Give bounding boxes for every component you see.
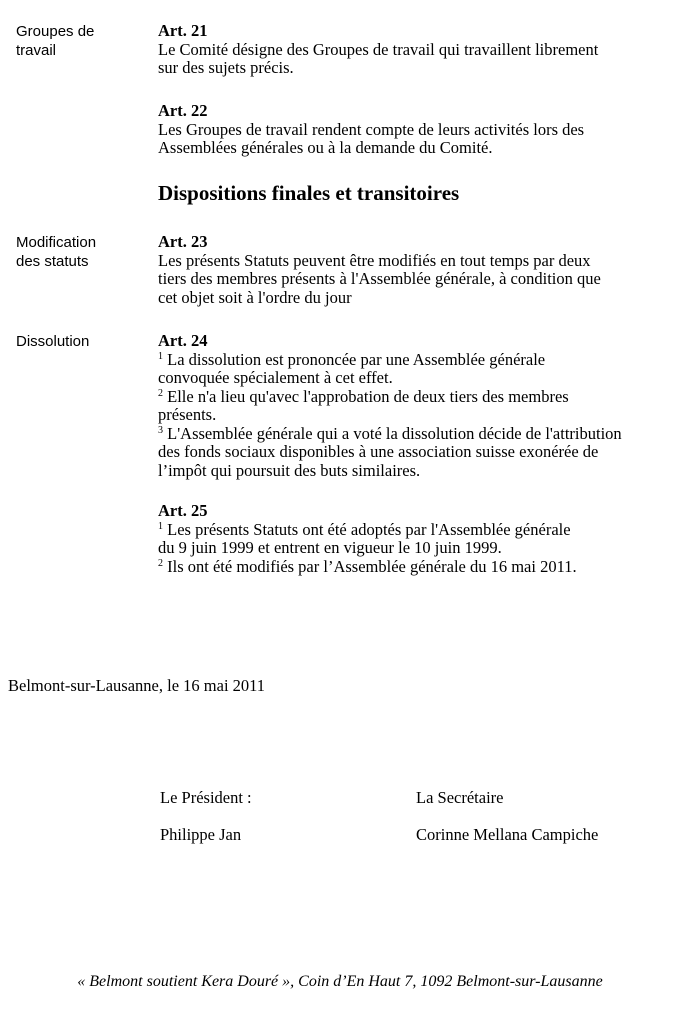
margin-label-line: Modification: [16, 234, 97, 251]
article-line-text: La dissolution est prononcée par une Assemblée générale: [167, 349, 546, 369]
paragraph-number: 1: [158, 520, 163, 532]
article-title: Art. 21: [158, 21, 208, 40]
margin-label-line: travail: [16, 42, 57, 59]
article-line: Assemblées générales ou à la demande du Comité.: [158, 138, 493, 157]
article-title: Art. 22: [158, 101, 208, 120]
article-24: [158, 332, 688, 480]
article-title: Art. 25: [158, 501, 208, 520]
place-date: Belmont-sur-Lausanne, le 16 mai 2011: [8, 676, 266, 695]
article-line: tiers des membres présents à l'Assemblée générale, à condition que: [158, 269, 601, 288]
article-line: Le Comité désigne des Groupes de travail qui travaillent librement: [158, 39, 599, 59]
article-line: des fonds sociaux disponibles à une association suisse exonérée de: [158, 442, 599, 461]
paragraph-number: 2: [158, 387, 163, 399]
article-line-text: Elle n'a lieu qu'avec l'approbation de deux tiers des membres: [167, 386, 569, 406]
article-line: Les présents Statuts peuvent être modifiés en tout temps par deux: [158, 250, 591, 270]
article-25: [158, 502, 688, 576]
article-line-text: Ils ont été modifiés par l’Assemblée générale du 16 mai 2011.: [167, 556, 577, 576]
article-line: [158, 521, 688, 540]
article-line: cet objet soit à l'ordre du jour: [158, 287, 352, 307]
president-name: Philippe Jan: [160, 825, 242, 844]
article-line: du 9 juin 1999 et entrent en vigueur le 10 juin 1999.: [158, 538, 502, 557]
paragraph-number: 3: [158, 424, 163, 436]
article-line: Les Groupes de travail rendent compte de leurs activités lors des: [158, 119, 585, 139]
margin-label-groupes-de-travail: [16, 22, 141, 60]
margin-label-line: Groupes de: [16, 23, 95, 40]
article-line: présents.: [158, 405, 217, 424]
article-line: convoquée spécialement à cet effet.: [158, 368, 393, 387]
article-title: Art. 23: [158, 232, 208, 251]
margin-label-line: des statuts: [16, 253, 89, 270]
paragraph-number: 1: [158, 350, 163, 362]
article-line: [158, 558, 688, 577]
article-line-text: Les présents Statuts ont été adoptés par l'Assemblée générale: [167, 519, 571, 539]
secretary-name: Corinne Mellana Campiche: [416, 825, 599, 844]
paragraph-number: 2: [158, 557, 163, 569]
margin-label-dissolution: [16, 332, 141, 351]
article-title: Art. 24: [158, 331, 208, 350]
footer-address: « Belmont soutient Kera Douré », Coin d’En Haut 7, 1092 Belmont-sur-Lausanne: [77, 973, 603, 990]
article-line: l’impôt qui poursuit des buts similaires.: [158, 460, 421, 480]
president-role: Le Président :: [160, 788, 252, 807]
margin-label-modification: [16, 233, 141, 271]
article-line: [158, 388, 688, 407]
article-21: [158, 22, 688, 78]
margin-label-line: Dissolution: [16, 333, 90, 350]
article-23: [158, 233, 688, 307]
article-line: [158, 425, 688, 444]
article-22: [158, 102, 688, 158]
article-line: [158, 351, 688, 370]
section-heading: Dispositions finales et transitoires: [158, 181, 460, 205]
article-line: sur des sujets précis.: [158, 58, 294, 77]
secretary-role: La Secrétaire: [416, 788, 504, 807]
article-line-text: L'Assemblée générale qui a voté la dissolution décide de l'attribution: [167, 423, 622, 443]
